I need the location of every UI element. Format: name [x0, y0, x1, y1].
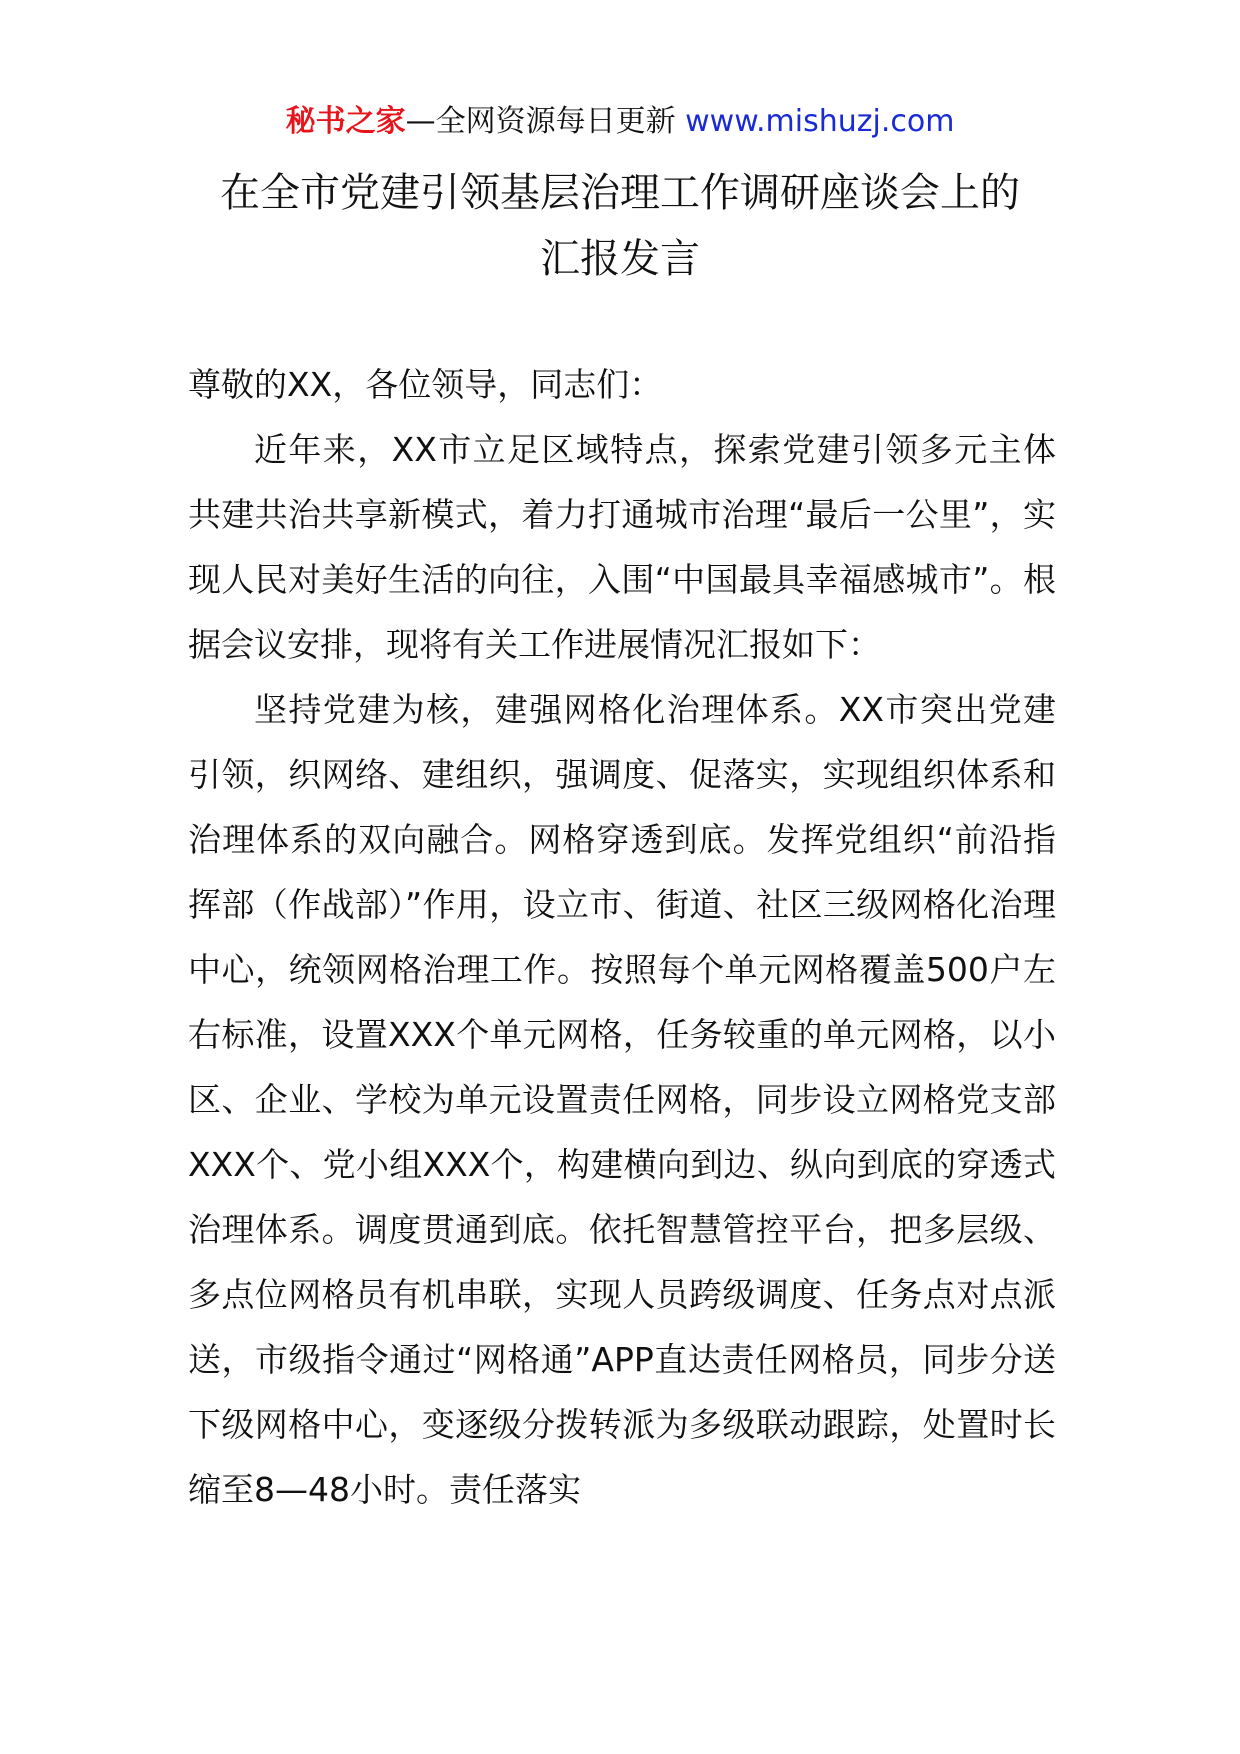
document-title	[160, 160, 1080, 292]
brand-name: 秘书之家	[285, 104, 406, 139]
header-tagline: —全网资源每日更新	[405, 104, 676, 139]
title-line-2: 汇报发言	[540, 236, 700, 282]
paragraph-intro: 近年来，XX市立足区域特点，探索党建引领多元主体共建共治共享新模式，着力打通城市治理“最后一公里”，实现人民对美好生活的向往，入围“中国最具幸福感城市”。根据会议安排，现将有关工作进展情况汇报如下：	[188, 430, 1056, 664]
title-line-1: 在全市党建引领基层治理工作调研座谈会上的	[220, 170, 1020, 216]
paragraph-grid-governance: 坚持党建为核，建强网格化治理体系。XX市突出党建引领，织网络、建组织，强调度、促落实，实现组织体系和治理体系的双向融合。网格穿透到底。发挥党组织“前沿指挥部（作战部）”作用，设立市、街道、社区三级网格化治理中心，统领网格治理工作。按照每个单元网格覆盖500户左右标准，设置XXX个单元网格，任务较重的单元网格，以小区、企业、学校为单元设置责任网格，同步设立网格党支部XXX个、党小组XXX个，构建横向到边、纵向到底的穿透式治理体系。调度贯通到底。依托智慧管控平台，把多层级、多点位网格员有机串联，实现人员跨级调度、任务点对点派送，市级指令通过“网格通”APP直达责任网格员，同步分送下级网格中心，变逐级分拨转派为多级联动跟踪，处置时长缩至8—48小时。责任落实	[188, 690, 1056, 1509]
site-url-link[interactable]: www.mishuzj.com	[685, 104, 955, 139]
salutation: 尊敬的XX，各位领导，同志们：	[188, 365, 663, 404]
document-body	[188, 352, 1056, 1522]
site-header	[0, 100, 1240, 144]
